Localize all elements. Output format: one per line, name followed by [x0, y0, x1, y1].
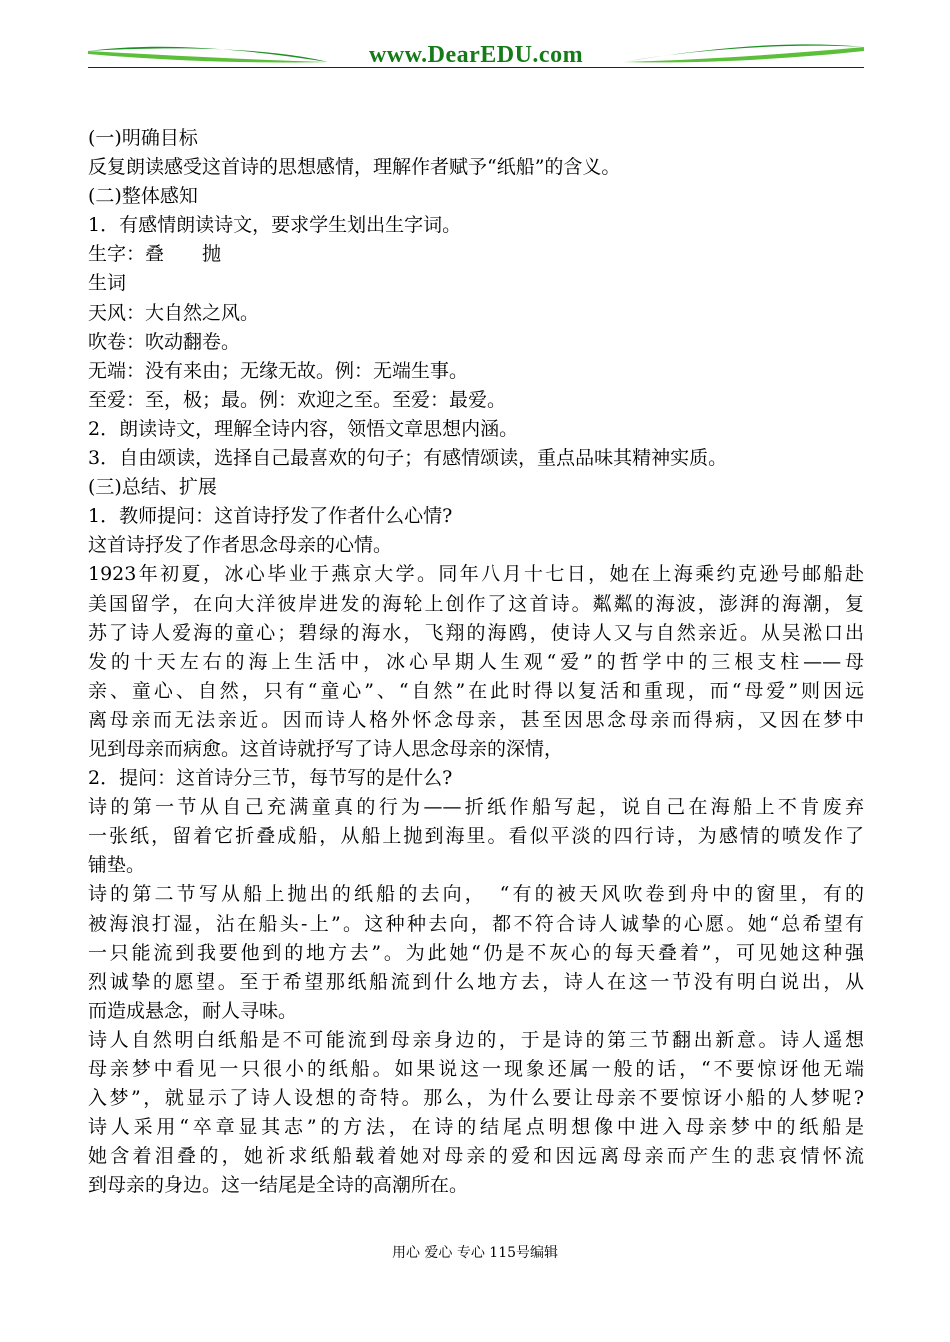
header-divider	[88, 67, 864, 68]
page-footer: 用心 爱心 专心 115号编辑	[391, 1245, 559, 1261]
text-line: 无端：没有来由；无缘无故。例：无端生事。	[88, 359, 469, 382]
text-line: 发的十天左右的海上生活中，冰心早期人生观“爱”的哲学中的三根支柱——母	[88, 650, 864, 673]
text-line: 这首诗抒发了作者思念母亲的心情。	[88, 534, 393, 557]
text-line: 反复朗读感受这首诗的思想感情，理解作者赋予“纸船”的含义。	[88, 156, 621, 179]
text-line: 亲、童心、自然，只有“童心”、“自然”在此时得以复活和重现，而“母爱”则因远	[88, 679, 864, 702]
text-line: 离母亲而无法亲近。因而诗人格外怀念母亲，甚至因思念母亲而得病，又因在梦中	[88, 708, 864, 731]
text-line: 到母亲的身边。这一结尾是全诗的高潮所在。	[88, 1174, 469, 1197]
text-line: 美国留学，在向大洋彼岸进发的海轮上创作了这首诗。粼粼的海波，澎湃的海潮，复	[88, 592, 864, 615]
section-heading: (二)整体感知	[88, 185, 198, 208]
text-line: 她含着泪叠的，她祈求纸船载着她对母亲的爱和因远离母亲而产生的悲哀情怀流	[88, 1145, 864, 1168]
text-line: 2．朗读诗文，理解全诗内容，领悟文章思想内涵。	[88, 417, 519, 440]
text-line: 苏了诗人爱海的童心；碧绿的海水，飞翔的海鸥，使诗人又与自然亲近。从吴淞口出	[88, 621, 864, 644]
text-line: 1923年初夏，冰心毕业于燕京大学。同年八月十七日，她在上海乘约克逊号邮船赴	[88, 563, 864, 586]
text-line: 1．教师提问：这首诗抒发了作者什么心情?	[88, 505, 453, 528]
text-line: 铺垫。	[88, 854, 146, 877]
text-line: 生词	[88, 272, 127, 295]
text-line: 吹卷：吹动翻卷。	[88, 330, 241, 353]
text-line: 诗的第一节从自己充满童真的行为——折纸作船写起，说自己在海船上不肯废弃	[88, 796, 864, 819]
text-line: 天风：大自然之风。	[88, 301, 260, 324]
text-line: 诗的第二节写从船上抛出的纸船的去向， “有的被天风吹卷到舟中的窗里，有的	[88, 883, 864, 906]
site-logo: www.DearEDU.com	[368, 42, 584, 68]
text-line: 1．有感情朗读诗文，要求学生划出生字词。	[88, 214, 462, 237]
section-heading: (一)明确目标	[88, 127, 198, 149]
section-heading: (三)总结、扩展	[88, 476, 217, 499]
text-line: 至爱：至，极；最。例：欢迎之至。至爱：最爱。	[88, 388, 507, 411]
text-line: 2．提问：这首诗分三节，每节写的是什么?	[88, 767, 453, 790]
text-line: 而造成悬念，耐人寻味。	[88, 999, 298, 1022]
text-line: 见到母亲而病愈。这首诗就抒写了诗人思念母亲的深情，	[88, 737, 564, 760]
text-line: 诗人自然明白纸船是不可能流到母亲身边的，于是诗的第三节翻出新意。诗人遥想	[88, 1028, 864, 1051]
text-line: 入梦”，就显示了诗人设想的奇特。那么，为什么要让母亲不要惊讶小船的人梦呢?	[88, 1087, 864, 1110]
text-line: 被海浪打湿，沾在船头-上”。这种种去向，都不符合诗人诚挚的心愿。她“总希望有	[88, 912, 864, 935]
text-line: 母亲梦中看见一只很小的纸船。如果说这一现象还属一般的话，“不要惊讶他无端	[88, 1058, 864, 1080]
document-body	[88, 124, 864, 1200]
text-line: 烈诚挚的愿望。至于希望那纸船流到什么地方去，诗人在这一节没有明白说出，从	[88, 970, 864, 993]
text-line: 生字：叠 抛	[88, 243, 222, 266]
text-line: 诗人采用“卒章显其志”的方法，在诗的结尾点明想像中进入母亲梦中的纸船是	[88, 1116, 864, 1139]
text-line: 一张纸，留着它折叠成船，从船上抛到海里。看似平淡的四行诗，为感情的喷发作了	[88, 825, 864, 848]
text-line: 3．自由颂读，选择自己最喜欢的句子；有感情颂读，重点品味其精神实质。	[88, 447, 728, 470]
text-line: 一只能流到我要他到的地方去”。为此她“仍是不灰心的每天叠着”，可见她这种强	[88, 941, 864, 964]
